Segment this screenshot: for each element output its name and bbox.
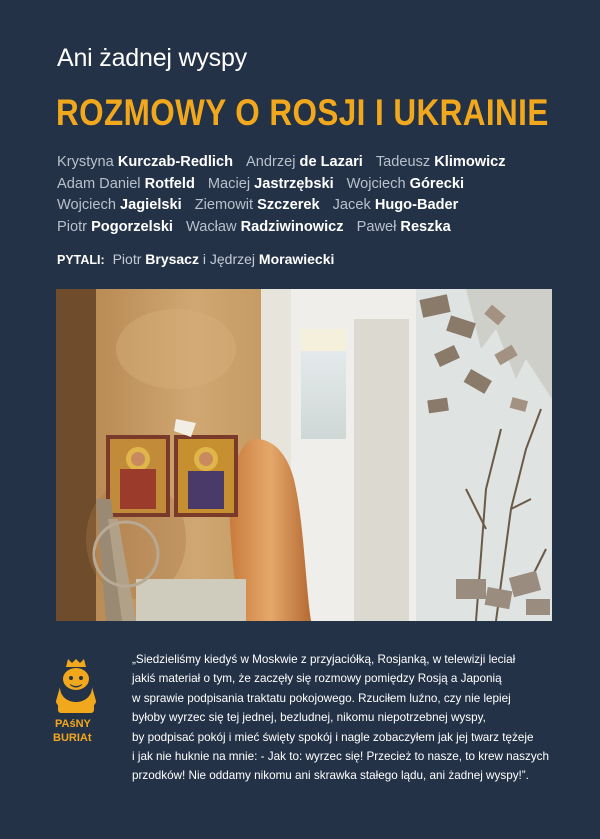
book-subtitle: Ani żadnej wyspy <box>57 44 247 72</box>
author-name <box>57 197 182 213</box>
publisher-logo <box>52 657 104 747</box>
author-name <box>186 219 344 235</box>
interviewer-last-name: Brysacz <box>145 251 199 267</box>
interviewers-line <box>57 251 334 267</box>
quote-line: w sprawie podpisania traktatu pokojowego. Rzuciłem luźno, czy nie lepiej <box>132 691 511 705</box>
author-name <box>357 219 451 235</box>
author-name <box>57 219 173 235</box>
interviewers-conjunction: i <box>202 251 206 267</box>
author-last-name: Górecki <box>409 175 465 192</box>
author-last-name: Radziwinowicz <box>240 218 344 235</box>
author-name <box>57 154 233 170</box>
quote-line: jakiś materiał o tym, że zaczęły się rozmowy pomiędzy Rosją a Japonią <box>132 672 502 686</box>
interviewers-label: PYTALI: <box>57 253 105 267</box>
author-first-name: Ziemowit <box>194 197 254 213</box>
authors-list <box>57 152 577 238</box>
author-last-name: Pogorzelski <box>91 218 173 235</box>
author-first-name: Maciej <box>207 175 251 192</box>
quote-line: by podpisać pokój i mieć święty spokój i nagle zobaczyłem jak jej twarz tężeje <box>132 730 534 744</box>
author-name <box>208 176 334 192</box>
author-name <box>195 197 320 213</box>
author-last-name: Reszka <box>400 218 451 235</box>
author-first-name: Wojciech <box>57 197 116 213</box>
author-last-name: de Lazari <box>299 154 363 170</box>
author-name <box>57 176 195 192</box>
publisher-logo-line1: PAśNY <box>55 718 91 730</box>
author-name <box>333 197 459 213</box>
author-first-name: Paweł <box>356 218 397 235</box>
author-last-name: Jastrzębski <box>254 175 334 192</box>
cover-photo-destroyed-room <box>56 289 552 621</box>
interviewer-first-name: Piotr <box>112 251 142 267</box>
back-cover-quote <box>132 650 572 786</box>
author-last-name: Rotfeld <box>144 175 195 192</box>
author-name <box>347 176 464 192</box>
quote-line: byłoby wyrzec się tej jednej, bezludnej, nikomu niepotrzebnej wyspy, <box>132 711 486 725</box>
book-title: ROZMOWY O ROSJI I UKRAINIE <box>56 92 549 133</box>
author-first-name: Jacek <box>332 197 371 213</box>
quote-line: „Siedzieliśmy kiedyś w Moskwie z przyjaciółką, Rosjanką, w telewizji leciał <box>132 653 516 666</box>
quote-line: i jak nie huknie na mnie: - Jak to: wyrzec się! Przecież to nasze, to krew naszych <box>132 750 550 764</box>
author-first-name: Andrzej <box>246 154 296 170</box>
interviewer-first-name: Jędrzej <box>209 251 256 267</box>
author-line <box>57 195 577 217</box>
author-line <box>57 174 577 196</box>
author-name <box>246 154 363 170</box>
publisher-logo-line2: BURIAt <box>53 732 92 744</box>
author-first-name: Krystyna <box>57 154 114 170</box>
author-last-name: Klimowicz <box>434 154 506 170</box>
author-last-name: Hugo-Bader <box>374 197 459 213</box>
author-last-name: Szczerek <box>257 197 320 213</box>
author-last-name: Kurczab-Redlich <box>117 154 233 170</box>
interviewer-last-name: Morawiecki <box>258 251 335 267</box>
author-first-name: Wojciech <box>346 175 406 192</box>
author-first-name: Piotr <box>57 218 88 235</box>
author-line <box>57 217 577 239</box>
quote-line: przodków! Nie oddamy nikomu ani skrawka stałego lądu, ani żadnej wyspy!”. <box>132 769 529 783</box>
author-first-name: Adam Daniel <box>57 175 141 192</box>
author-line <box>57 152 577 174</box>
author-first-name: Tadeusz <box>375 154 431 170</box>
author-first-name: Wacław <box>186 218 237 235</box>
author-name <box>376 154 506 170</box>
author-last-name: Jagielski <box>120 197 182 213</box>
